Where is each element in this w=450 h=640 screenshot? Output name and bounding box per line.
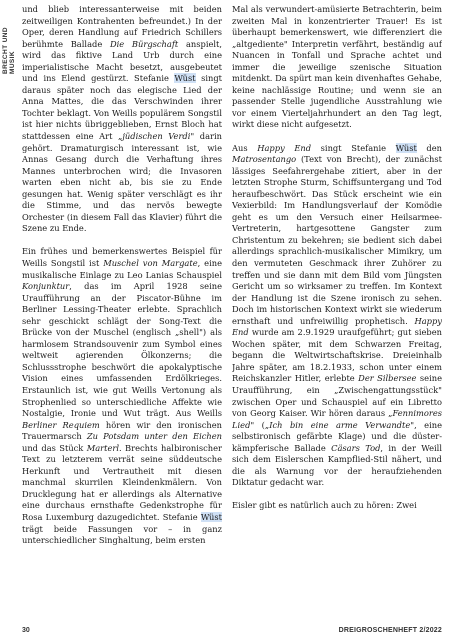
article-column-right xyxy=(232,4,442,586)
italic-title: Happy End xyxy=(257,142,312,153)
highlighted-term: Wüst xyxy=(200,512,222,523)
italic-title: Fennimores Lied xyxy=(232,408,442,430)
italic-title: Happy End xyxy=(232,315,442,338)
section-label: BRECHT UND MUSIK xyxy=(2,27,16,74)
paragraph xyxy=(232,500,442,512)
text-run: (Text von Brecht), der zunächst lässiges Seefahrergehabe zitiert, aber in der letzten Strophe Sturm, Schiffsuntergang und Tod heraufbeschwört. Das Stück erscheint wie ein Vexierbild: Im Handlungsverlauf der Komödie geht es um den Versuch einer Heilsarmee-Vertreterin, hartgesottene Gangster zum Christentum zu bekehren; sie bedient sich dabei allerdings sprachlich-musikalischer Mimikry, um den vermuteten Geschmack ihrer Zuhörer zu treffen und sie dann mit dem Bild vom Jüngsten Gericht um so wirksamer zu treffen. Im Kontext der Handlung ist die Szene ironisch zu sehen. Doch im historischen Kontext wirkt sie wiederum ernsthaft und unfreiwillig prophetisch. xyxy=(232,154,442,326)
text-run: anspielt, wird das fiktive Land Urb durch eine imperialistische Macht besetzt, ausgebeutet und ins Elend gestürzt. Stefanie xyxy=(22,38,222,84)
italic-title: Marterl xyxy=(86,442,120,453)
text-run: " darin gehört. Dramaturgisch interessant ist, wie Annas Gesang durch die Verhaftung ihres Mannes unterbrochen wird; die Invasoren warten eben nicht ab, bis sie zu Ende gesungen hat. Wenig später verschlägt es ihr die Stimme, und das nervös bewegte Orchester (in diesem Fall das Klavier) führt die Szene zu Ende. xyxy=(22,131,222,234)
text-run: singt daraus später noch das elegische Lied der Anna Mattes, die das Verschwinden ihrer Tochter beklagt. Von Weills populärem Songstil ist hier nichts übriggeblieben, Ernst Bloch hat stattdessen eine Art „ xyxy=(22,73,222,142)
text-run: und blieb interessanterweise mit beiden zeitweiligen Kontrahenten befreundet.) In der Oper, deren Handlung auf Friedrich Schillers berühmte Ballade xyxy=(22,4,222,49)
italic-title: Der Silbersee xyxy=(358,373,417,384)
italic-title: Muschel von Margate xyxy=(103,257,198,268)
highlighted-term: Wüst xyxy=(395,142,417,153)
magazine-issue: DREIGROSCHENHEFT 2/2022 xyxy=(338,627,442,634)
text-run: wurde am 2.9.1929 uraufgeführt; gut sieben Wochen später, mit dem Schwarzen Freitag, begann die Weltwirtschaftskrise. Dreieinhalb Jahre später, am 18.2.1933, schon unter einem Reichskanzler Hitler, erlebte xyxy=(232,327,442,384)
italic-title: Ich bin eine arme Verwandte xyxy=(269,419,411,430)
italic-title: Konjunktur xyxy=(22,281,70,292)
text-run: " („ xyxy=(250,419,270,430)
text-run: , das im April 1928 seine Uraufführung an der Piscator-Bühne im Berliner Lessing-Theater erlebte. Sprachlich sehr geschickt schlägt der Song-Text die Brücke von der Muschel (englisch „shell") als harmlosem Strandsouvenir zum Symbol eines weltweit agierenden Ölkonzerns; die Schlussstrophe beschwört die apokalyptische Vision eines umfassenden Erdölkrieges. Erstaunlich ist, wie gut Weills Vertonung als Strophenlied so unterschiedliche Affekte wie Nostalgie, Ironie und Wut trägt. Aus Weills xyxy=(22,281,222,419)
paragraph xyxy=(232,143,442,489)
text-run: Mal als verwundert-amüsierte Betrachterin, beim zweiten Mal in konzentrierter Trauer! Es ist überhaupt bemerkenswert, wie differenziert die „altgediente" Interpretin verfährt, beständig auf Nuancen in Tonfall und Sprache achtet und immer die jeweilige szenische Situation mitdenkt. Da spürt man kein divenhaftes Gehabe, keine nachlässige Routine; und wenn sie an passender Stelle jugendliche Ausstrahlung wie vor einem Vierteljahrhundert an den Tag legt, wirkt diese nicht aufgesetzt. xyxy=(232,4,442,130)
text-run: , in der Weill sich dem Eislerschen Kampflied-Stil nähert, und die als Warnung vor der heraufziehenden Diktatur gedacht war. xyxy=(232,442,442,488)
paragraph xyxy=(22,246,222,546)
text-run: , eine musikalische Einlage zu Leo Lanias Schauspiel xyxy=(22,257,222,280)
paragraph xyxy=(232,4,442,131)
text-run: trägt beide Fassungen vor – in ganz unterschiedlicher Singhaltung, beim ersten xyxy=(22,523,222,546)
text-run: hören wir den ironischen Trauermarsch xyxy=(22,419,222,442)
italic-title: Zu Potsdam unter den Eichen xyxy=(86,431,222,442)
text-run: Eisler gibt es natürlich auch zu hören: Zwei xyxy=(232,500,417,511)
text-run: seine Uraufführung, ein „Zwischengattungsstück" zwischen Oper und Schauspiel auf ein Libretto von Georg Kaiser. Wir hören daraus „ xyxy=(232,373,442,419)
italic-title: Matrosentango xyxy=(232,154,297,165)
page-number: 30 xyxy=(22,627,30,634)
italic-title: Cäsars Tod xyxy=(331,442,381,453)
italic-title: jüdischen Verdi xyxy=(122,131,191,142)
text-run: Ein frühes und bemerkenswertes Beispiel für Weills Songstil ist xyxy=(22,246,222,268)
article-column-left xyxy=(22,4,222,586)
paragraph xyxy=(22,4,222,235)
text-run: und das Stück xyxy=(22,442,87,453)
italic-title: Berliner Requiem xyxy=(22,419,100,430)
italic-title: Die Bürgschaft xyxy=(109,38,179,49)
text-run: ", eine selbstironisch gefärbte Klage) und die düster-kämpferische Ballade xyxy=(232,419,442,453)
text-run: Aus xyxy=(232,142,258,153)
text-run: singt Stefanie xyxy=(311,142,396,153)
text-run: den xyxy=(416,142,442,153)
page-footer xyxy=(22,627,442,637)
highlighted-term: Wüst xyxy=(174,73,196,84)
text-run: . Brechts halbironischer Text zu letzterem verrät seine süddeutsche Herkunft und Vertrautheit mit diesen manchmal skurrilen Kleindenkmälern. Von Drucklegung hat er allerdings als Alternative eine durchaus ernsthafte Gedenkstrophe für Rosa Luxemburg dazugedichtet. Stefanie xyxy=(22,442,222,523)
